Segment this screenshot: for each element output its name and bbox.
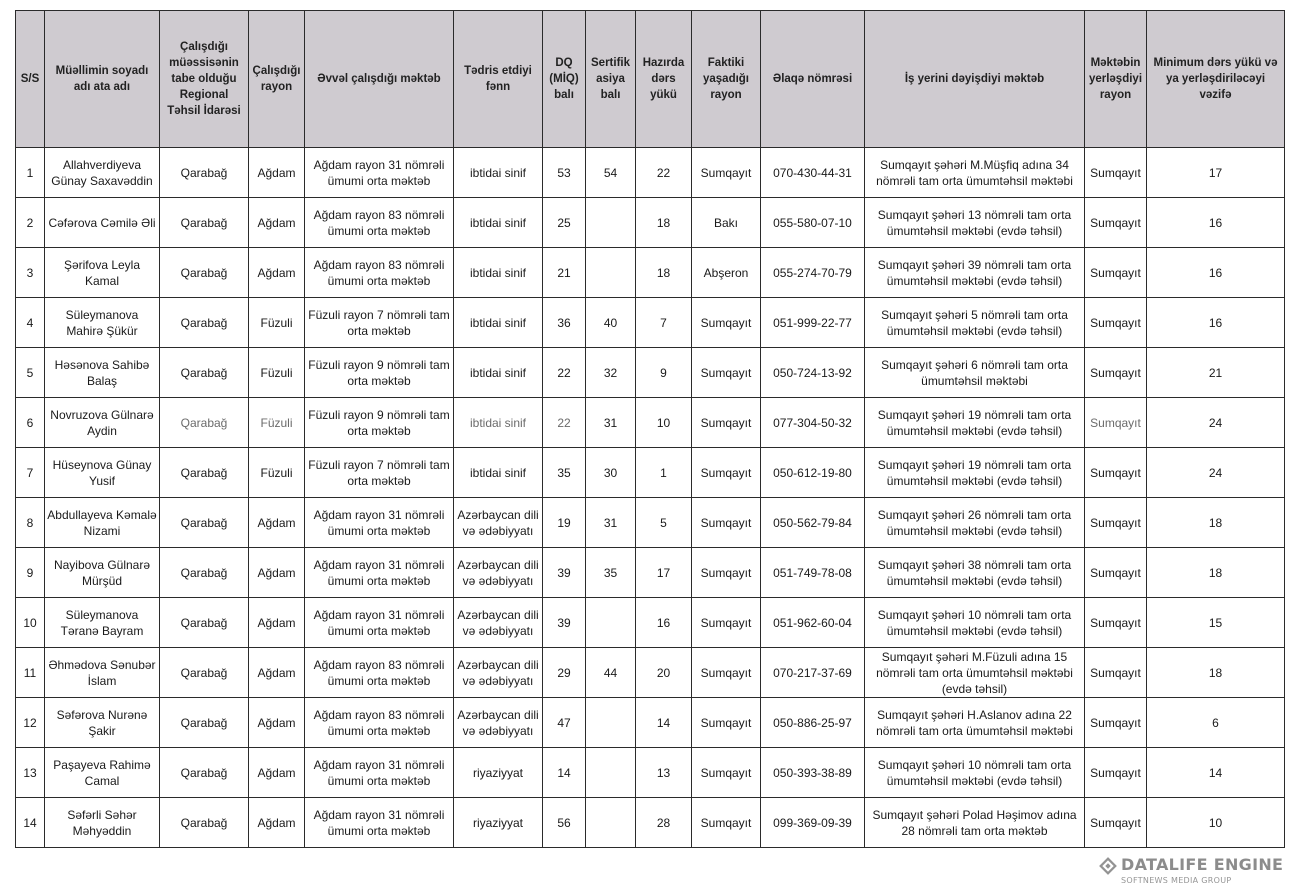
cell-previous-school: Ağdam rayon 83 nömrəli ümumi orta məktəb — [305, 198, 454, 248]
cell-phone: 050-393-38-89 — [761, 748, 865, 798]
cell-min-load: 18 — [1147, 548, 1285, 598]
cell-residence-district: Sumqayıt — [692, 148, 761, 198]
cell-dq-score: 35 — [543, 448, 586, 498]
cell-teacher-name: Əhmədova Sənubər İslam — [45, 648, 160, 698]
cell-work-district: Füzuli — [249, 448, 305, 498]
cell-min-load: 24 — [1147, 448, 1285, 498]
cell-certification-score: 31 — [586, 398, 636, 448]
cell-phone: 051-962-60-04 — [761, 598, 865, 648]
cell-number: 11 — [16, 648, 45, 698]
cell-teacher-name: Paşayeva Rahimə Camal — [45, 748, 160, 798]
cell-teacher-name: Nayibova Gülnarə Mürşüd — [45, 548, 160, 598]
cell-number: 1 — [16, 148, 45, 198]
table-row — [16, 398, 1285, 448]
cell-school-district: Sumqayıt — [1085, 548, 1147, 598]
cell-previous-school: Ağdam rayon 31 nömrəli ümumi orta məktəb — [305, 748, 454, 798]
cell-teacher-name: Abdullayeva Kəmalə Nizami — [45, 498, 160, 548]
cell-subject: Azərbaycan dili və ədəbiyyatı — [454, 548, 543, 598]
cell-min-load: 17 — [1147, 148, 1285, 198]
cell-residence-district: Sumqayıt — [692, 498, 761, 548]
cell-residence-district: Sumqayıt — [692, 598, 761, 648]
header-regional-office: Çalışdığı müəssisənin tabe olduğu Regional Təhsil İdarəsi — [160, 11, 249, 148]
cell-new-school: Sumqayıt şəhəri 39 nömrəli tam orta ümumtəhsil məktəbi (evdə təhsil) — [865, 248, 1085, 298]
cell-work-district: Füzuli — [249, 398, 305, 448]
cell-subject: Azərbaycan dili və ədəbiyyatı — [454, 498, 543, 548]
cell-current-load: 7 — [636, 298, 692, 348]
cell-teacher-name: Şərifova Leyla Kamal — [45, 248, 160, 298]
cell-number: 3 — [16, 248, 45, 298]
cell-regional-office: Qarabağ — [160, 198, 249, 248]
cell-certification-score: 44 — [586, 648, 636, 698]
cell-number: 13 — [16, 748, 45, 798]
header-min-load: Minimum dərs yükü və ya yerləşdiriləcəyi vəzifə — [1147, 11, 1285, 148]
cell-subject: ibtidai sinif — [454, 198, 543, 248]
cell-work-district: Ağdam — [249, 648, 305, 698]
cell-number: 2 — [16, 198, 45, 248]
cell-phone: 070-430-44-31 — [761, 148, 865, 198]
cell-residence-district: Sumqayıt — [692, 648, 761, 698]
cell-school-district: Sumqayıt — [1085, 248, 1147, 298]
cell-regional-office: Qarabağ — [160, 598, 249, 648]
cell-certification-score — [586, 198, 636, 248]
cell-min-load: 14 — [1147, 748, 1285, 798]
table-row — [16, 548, 1285, 598]
cell-work-district: Ağdam — [249, 748, 305, 798]
cell-new-school: Sumqayıt şəhəri 10 nömrəli tam orta ümumtəhsil məktəbi (evdə təhsil) — [865, 748, 1085, 798]
cell-previous-school: Ağdam rayon 31 nömrəli ümumi orta məktəb — [305, 798, 454, 848]
cell-previous-school: Ağdam rayon 31 nömrəli ümumi orta məktəb — [305, 148, 454, 198]
cell-school-district: Sumqayıt — [1085, 748, 1147, 798]
cell-school-district: Sumqayıt — [1085, 498, 1147, 548]
cell-residence-district: Sumqayıt — [692, 398, 761, 448]
table-row — [16, 748, 1285, 798]
cell-subject: ibtidai sinif — [454, 248, 543, 298]
cell-subject: Azərbaycan dili və ədəbiyyatı — [454, 648, 543, 698]
cell-phone: 050-886-25-97 — [761, 698, 865, 748]
cell-work-district: Ağdam — [249, 698, 305, 748]
cell-phone: 055-274-70-79 — [761, 248, 865, 298]
cell-work-district: Ağdam — [249, 548, 305, 598]
cell-new-school: Sumqayıt şəhəri 38 nömrəli tam orta ümumtəhsil məktəbi (evdə təhsil) — [865, 548, 1085, 598]
cell-teacher-name: Cəfərova Cəmilə Əli — [45, 198, 160, 248]
cell-current-load: 28 — [636, 798, 692, 848]
header-phone: Əlaqə nömrəsi — [761, 11, 865, 148]
cell-regional-office: Qarabağ — [160, 798, 249, 848]
cell-certification-score: 40 — [586, 298, 636, 348]
cell-dq-score: 47 — [543, 698, 586, 748]
table-row — [16, 648, 1285, 698]
cell-new-school: Sumqayıt şəhəri M.Füzuli adına 15 nömrəli tam orta ümumtəhsil məktəbi (evdə təhsil) — [865, 648, 1085, 698]
cell-school-district: Sumqayıt — [1085, 348, 1147, 398]
table-row — [16, 148, 1285, 198]
cell-previous-school: Ağdam rayon 31 nömrəli ümumi orta məktəb — [305, 548, 454, 598]
cell-regional-office: Qarabağ — [160, 448, 249, 498]
watermark-title: DATALIFE ENGINE — [1121, 855, 1284, 874]
cell-work-district: Ağdam — [249, 598, 305, 648]
cell-dq-score: 21 — [543, 248, 586, 298]
header-residence-district: Faktiki yaşadığı rayon — [692, 11, 761, 148]
header-school-district: Məktəbin yerləşdiyi rayon — [1085, 11, 1147, 148]
cell-school-district: Sumqayıt — [1085, 648, 1147, 698]
table-row — [16, 598, 1285, 648]
cell-previous-school: Ağdam rayon 31 nömrəli ümumi orta məktəb — [305, 498, 454, 548]
cell-dq-score: 39 — [543, 598, 586, 648]
cell-residence-district: Sumqayıt — [692, 448, 761, 498]
cell-certification-score — [586, 698, 636, 748]
cell-number: 5 — [16, 348, 45, 398]
cell-subject: ibtidai sinif — [454, 348, 543, 398]
cell-dq-score: 36 — [543, 298, 586, 348]
cell-number: 7 — [16, 448, 45, 498]
cell-regional-office: Qarabağ — [160, 398, 249, 448]
header-subject: Tədris etdiyi fənn — [454, 11, 543, 148]
cell-certification-score: 30 — [586, 448, 636, 498]
cell-teacher-name: Səfərli Səhər Məhyəddin — [45, 798, 160, 848]
cell-regional-office: Qarabağ — [160, 498, 249, 548]
cell-dq-score: 53 — [543, 148, 586, 198]
watermark — [1098, 855, 1298, 889]
cell-phone: 051-999-22-77 — [761, 298, 865, 348]
cell-previous-school: Ağdam rayon 31 nömrəli ümumi orta məktəb — [305, 598, 454, 648]
header-previous-school: Əvvəl çalışdığı məktəb — [305, 11, 454, 148]
cell-number: 8 — [16, 498, 45, 548]
cell-new-school: Sumqayıt şəhəri Polad Həşimov adına 28 nömrəli tam orta məktəb — [865, 798, 1085, 848]
cell-min-load: 6 — [1147, 698, 1285, 748]
cell-phone: 070-217-37-69 — [761, 648, 865, 698]
table-row — [16, 248, 1285, 298]
cell-dq-score: 14 — [543, 748, 586, 798]
table-row — [16, 698, 1285, 748]
table-row — [16, 198, 1285, 248]
cell-min-load: 16 — [1147, 198, 1285, 248]
cell-phone: 077-304-50-32 — [761, 398, 865, 448]
cell-dq-score: 39 — [543, 548, 586, 598]
cell-number: 6 — [16, 398, 45, 448]
cell-subject: ibtidai sinif — [454, 398, 543, 448]
cell-subject: ibtidai sinif — [454, 448, 543, 498]
cell-certification-score: 31 — [586, 498, 636, 548]
header-dq-score: DQ (MİQ) balı — [543, 11, 586, 148]
cell-previous-school: Ağdam rayon 83 nömrəli ümumi orta məktəb — [305, 698, 454, 748]
cell-new-school: Sumqayıt şəhəri 19 nömrəli tam orta ümumtəhsil məktəbi (evdə təhsil) — [865, 448, 1085, 498]
watermark-subtitle: SOFTNEWS MEDIA GROUP — [1121, 876, 1232, 885]
cell-number: 9 — [16, 548, 45, 598]
cell-min-load: 18 — [1147, 648, 1285, 698]
cell-dq-score: 22 — [543, 348, 586, 398]
cell-new-school: Sumqayıt şəhəri 6 nömrəli tam orta ümumtəhsil məktəbi — [865, 348, 1085, 398]
cell-new-school: Sumqayıt şəhəri H.Aslanov adına 22 nömrəli tam orta ümumtəhsil məktəbi — [865, 698, 1085, 748]
table-body — [16, 148, 1285, 848]
cell-certification-score: 35 — [586, 548, 636, 598]
cell-subject: Azərbaycan dili və ədəbiyyatı — [454, 598, 543, 648]
cell-previous-school: Füzuli rayon 9 nömrəli tam orta məktəb — [305, 348, 454, 398]
cell-phone: 050-562-79-84 — [761, 498, 865, 548]
cell-current-load: 22 — [636, 148, 692, 198]
cell-previous-school: Ağdam rayon 83 nömrəli ümumi orta məktəb — [305, 648, 454, 698]
cell-number: 10 — [16, 598, 45, 648]
cell-previous-school: Füzuli rayon 7 nömrəli tam orta məktəb — [305, 298, 454, 348]
cell-residence-district: Abşeron — [692, 248, 761, 298]
cell-new-school: Sumqayıt şəhəri 19 nömrəli tam orta ümumtəhsil məktəbi (evdə təhsil) — [865, 398, 1085, 448]
cell-dq-score: 22 — [543, 398, 586, 448]
cell-dq-score: 29 — [543, 648, 586, 698]
cell-school-district: Sumqayıt — [1085, 198, 1147, 248]
cell-teacher-name: Həsənova Sahibə Balaş — [45, 348, 160, 398]
cell-certification-score: 32 — [586, 348, 636, 398]
cell-phone: 051-749-78-08 — [761, 548, 865, 598]
cell-certification-score: 54 — [586, 148, 636, 198]
header-certification-score: Sertifik asiya balı — [586, 11, 636, 148]
teacher-transfer-table — [15, 10, 1285, 848]
cell-certification-score — [586, 598, 636, 648]
cell-current-load: 13 — [636, 748, 692, 798]
cell-min-load: 24 — [1147, 398, 1285, 448]
cell-number: 4 — [16, 298, 45, 348]
cell-work-district: Ağdam — [249, 248, 305, 298]
cell-regional-office: Qarabağ — [160, 148, 249, 198]
cell-regional-office: Qarabağ — [160, 548, 249, 598]
cell-residence-district: Sumqayıt — [692, 798, 761, 848]
cell-teacher-name: Süleymanova Mahirə Şükür — [45, 298, 160, 348]
cell-regional-office: Qarabağ — [160, 348, 249, 398]
cell-new-school: Sumqayıt şəhəri 26 nömrəli tam orta ümumtəhsil məktəbi (evdə təhsil) — [865, 498, 1085, 548]
cell-subject: Azərbaycan dili və ədəbiyyatı — [454, 698, 543, 748]
table-row — [16, 348, 1285, 398]
cell-current-load: 14 — [636, 698, 692, 748]
header-new-school: İş yerini dəyişdiyi məktəb — [865, 11, 1085, 148]
cell-teacher-name: Səfərova Nurənə Şakir — [45, 698, 160, 748]
cell-subject: riyaziyyat — [454, 748, 543, 798]
cell-teacher-name: Novruzova Gülnarə Aydin — [45, 398, 160, 448]
cell-work-district: Ağdam — [249, 798, 305, 848]
cell-certification-score — [586, 748, 636, 798]
datalife-logo-icon — [1098, 856, 1118, 876]
cell-work-district: Ağdam — [249, 498, 305, 548]
cell-number: 14 — [16, 798, 45, 848]
cell-phone: 099-369-09-39 — [761, 798, 865, 848]
cell-residence-district: Sumqayıt — [692, 748, 761, 798]
cell-residence-district: Sumqayıt — [692, 348, 761, 398]
cell-work-district: Ağdam — [249, 148, 305, 198]
cell-phone: 050-724-13-92 — [761, 348, 865, 398]
header-teacher-name: Müəllimin soyadı adı ata adı — [45, 11, 160, 148]
cell-regional-office: Qarabağ — [160, 748, 249, 798]
cell-certification-score — [586, 798, 636, 848]
header-work-district: Çalışdığı rayon — [249, 11, 305, 148]
cell-new-school: Sumqayıt şəhəri M.Müşfiq adına 34 nömrəli tam orta ümumtəhsil məktəbi — [865, 148, 1085, 198]
cell-residence-district: Sumqayıt — [692, 698, 761, 748]
cell-school-district: Sumqayıt — [1085, 598, 1147, 648]
cell-residence-district: Bakı — [692, 198, 761, 248]
table-row — [16, 448, 1285, 498]
cell-current-load: 18 — [636, 198, 692, 248]
cell-previous-school: Füzuli rayon 9 nömrəli tam orta məktəb — [305, 398, 454, 448]
cell-work-district: Füzuli — [249, 298, 305, 348]
cell-dq-score: 56 — [543, 798, 586, 848]
cell-dq-score: 25 — [543, 198, 586, 248]
cell-new-school: Sumqayıt şəhəri 10 nömrəli tam orta ümumtəhsil məktəbi (evdə təhsil) — [865, 598, 1085, 648]
cell-min-load: 10 — [1147, 798, 1285, 848]
cell-new-school: Sumqayıt şəhəri 13 nömrəli tam orta ümumtəhsil məktəbi (evdə təhsil) — [865, 198, 1085, 248]
cell-previous-school: Füzuli rayon 7 nömrəli tam orta məktəb — [305, 448, 454, 498]
cell-new-school: Sumqayıt şəhəri 5 nömrəli tam orta ümumtəhsil məktəbi (evdə təhsil) — [865, 298, 1085, 348]
cell-phone: 050-612-19-80 — [761, 448, 865, 498]
cell-teacher-name: Allahverdiyeva Günay Saxavəddin — [45, 148, 160, 198]
table-row — [16, 798, 1285, 848]
cell-subject: riyaziyyat — [454, 798, 543, 848]
cell-current-load: 18 — [636, 248, 692, 298]
cell-current-load: 1 — [636, 448, 692, 498]
header-current-load: Hazırda dərs yükü — [636, 11, 692, 148]
cell-school-district: Sumqayıt — [1085, 148, 1147, 198]
cell-min-load: 18 — [1147, 498, 1285, 548]
cell-teacher-name: Süleymanova Təranə Bayram — [45, 598, 160, 648]
cell-school-district: Sumqayıt — [1085, 398, 1147, 448]
header-number: S/S — [16, 11, 45, 148]
cell-teacher-name: Hüseynova Günay Yusif — [45, 448, 160, 498]
table-row — [16, 498, 1285, 548]
cell-school-district: Sumqayıt — [1085, 448, 1147, 498]
cell-min-load: 16 — [1147, 248, 1285, 298]
cell-regional-office: Qarabağ — [160, 248, 249, 298]
cell-min-load: 15 — [1147, 598, 1285, 648]
cell-current-load: 17 — [636, 548, 692, 598]
header-row — [16, 11, 1285, 148]
cell-subject: ibtidai sinif — [454, 148, 543, 198]
cell-certification-score — [586, 248, 636, 298]
cell-dq-score: 19 — [543, 498, 586, 548]
cell-school-district: Sumqayıt — [1085, 798, 1147, 848]
cell-phone: 055-580-07-10 — [761, 198, 865, 248]
cell-current-load: 16 — [636, 598, 692, 648]
table-row — [16, 298, 1285, 348]
cell-residence-district: Sumqayıt — [692, 548, 761, 598]
cell-current-load: 10 — [636, 398, 692, 448]
cell-min-load: 21 — [1147, 348, 1285, 398]
cell-regional-office: Qarabağ — [160, 698, 249, 748]
cell-current-load: 5 — [636, 498, 692, 548]
cell-school-district: Sumqayıt — [1085, 698, 1147, 748]
cell-regional-office: Qarabağ — [160, 648, 249, 698]
cell-school-district: Sumqayıt — [1085, 298, 1147, 348]
cell-subject: ibtidai sinif — [454, 298, 543, 348]
cell-current-load: 20 — [636, 648, 692, 698]
cell-work-district: Ağdam — [249, 198, 305, 248]
cell-regional-office: Qarabağ — [160, 298, 249, 348]
cell-number: 12 — [16, 698, 45, 748]
cell-work-district: Füzuli — [249, 348, 305, 398]
cell-previous-school: Ağdam rayon 83 nömrəli ümumi orta məktəb — [305, 248, 454, 298]
cell-min-load: 16 — [1147, 298, 1285, 348]
cell-current-load: 9 — [636, 348, 692, 398]
cell-residence-district: Sumqayıt — [692, 298, 761, 348]
